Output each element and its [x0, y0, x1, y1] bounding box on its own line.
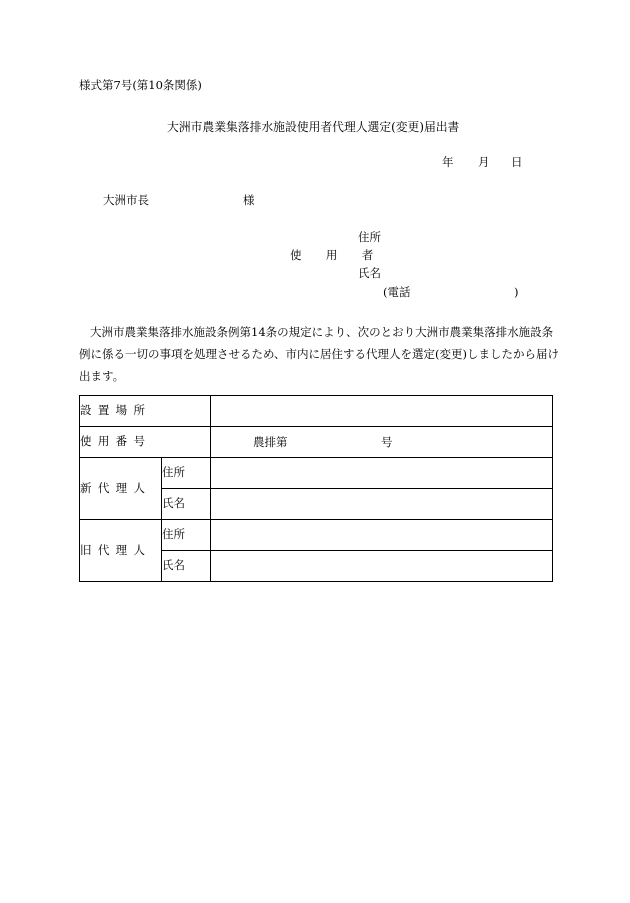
- addressee-name: 大洲市長: [103, 193, 149, 207]
- old-agent-name-label: 氏名: [162, 551, 211, 582]
- applicant-name-label: 氏名: [358, 266, 381, 280]
- location-field[interactable]: [211, 396, 553, 427]
- old-agent-address-field[interactable]: [211, 520, 553, 551]
- date-year: 年: [442, 155, 454, 169]
- new-agent-name-label: 氏名: [162, 489, 211, 520]
- form-number: 様式第7号(第10条関係): [79, 78, 202, 92]
- location-label: 設置場所: [80, 403, 152, 418]
- applicant-user-label: 使 用 者: [290, 248, 384, 262]
- row-new-agent-address: [80, 458, 553, 489]
- row-location: [80, 396, 553, 427]
- applicant-address-label: 住所: [358, 230, 381, 244]
- usage-number-label: 使用番号: [80, 434, 152, 449]
- new-agent-label: 新代理人: [80, 480, 152, 495]
- new-agent-address-label: 住所: [162, 458, 211, 489]
- date-month: 月: [478, 155, 490, 169]
- agent-form-table: [79, 395, 553, 582]
- row-old-agent-address: [80, 520, 553, 551]
- date-day: 日: [511, 155, 523, 169]
- addressee-honorific: 様: [243, 193, 255, 207]
- applicant-phone-close: ): [514, 285, 519, 299]
- old-agent-address-label: 住所: [162, 520, 211, 551]
- usage-number-prefix: 農排第: [253, 435, 288, 449]
- body-paragraph: 大洲市農業集落排水施設条例第14条の規定により、次のとおり大洲市農業集落排水施設条例に係る一切の事項を処理させるため、市内に居住する代理人を選定(変更)しましたから届け出ます。: [79, 325, 560, 383]
- applicant-phone-open: (電話: [383, 285, 411, 299]
- new-agent-address-field[interactable]: [211, 458, 553, 489]
- usage-number-suffix: 号: [381, 435, 393, 449]
- row-usage-number: [80, 427, 553, 458]
- new-agent-name-field[interactable]: [211, 489, 553, 520]
- usage-number-field[interactable]: [211, 427, 553, 458]
- old-agent-label: 旧代理人: [80, 542, 152, 557]
- document-title: 大洲市農業集落排水施設使用者代理人選定(変更)届出書: [167, 120, 460, 134]
- old-agent-name-field[interactable]: [211, 551, 553, 582]
